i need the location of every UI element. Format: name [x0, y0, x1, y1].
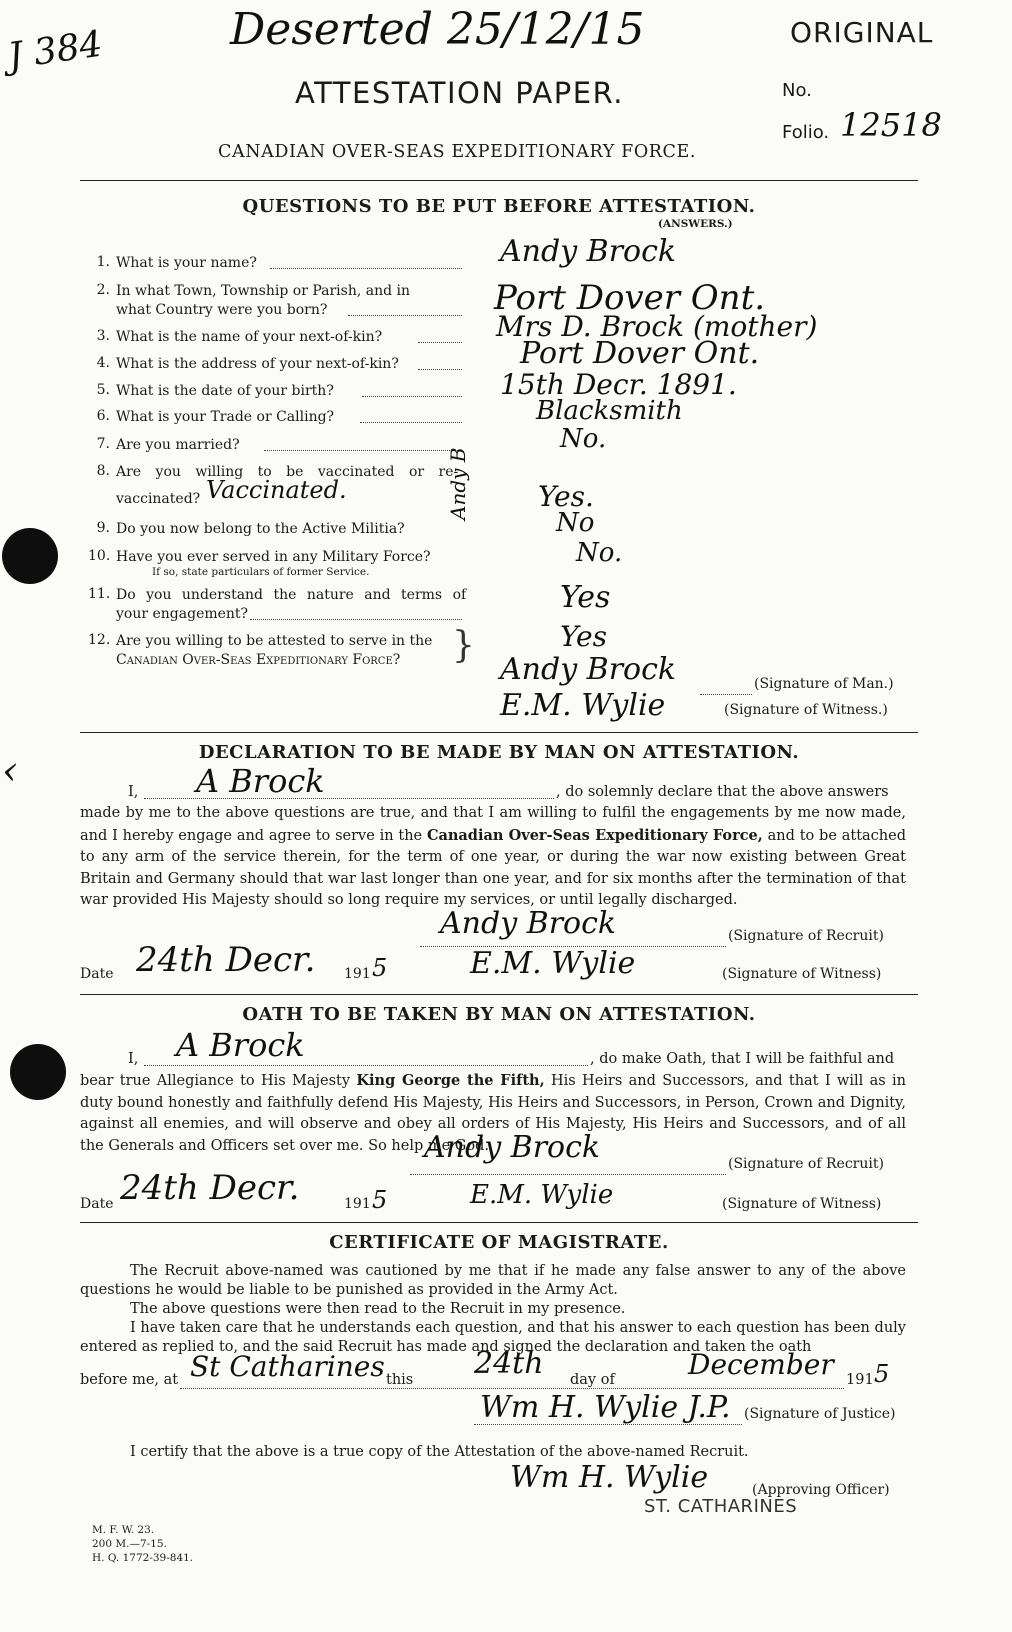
declaration-signature-recruit: Andy Brock — [440, 906, 617, 941]
oath-date-label: Date — [80, 1196, 114, 1212]
folio-value: 12518 — [840, 106, 942, 144]
oath-text: bear true Allegiance to His Majesty King George the Fifth, His Heirs and Successors, and that I will as in duty bound honestly and faithfully defend His Majesty, His Heirs and Successors, in Person, Crown and Dignity, against all enemies, and will observe and obey all orders of His Majesty, His Heirs and Successors, and of all the Generals and Officers set over me. So help me God. — [80, 1072, 906, 1154]
answer-willing: Yes — [560, 620, 607, 653]
question-text: What is the date of your birth? — [116, 383, 334, 399]
question-text: Are you willing to be vaccinated or re- — [116, 464, 459, 480]
this-label: this — [386, 1372, 414, 1388]
oath-recruit-label: (Signature of Recruit) — [728, 1156, 884, 1172]
question-note: If so, state particulars of former Service. — [152, 566, 370, 578]
question-number: 2. — [96, 282, 110, 298]
signature-justice: Wm H. Wylie J.P. — [480, 1390, 731, 1425]
header-divider — [80, 180, 918, 181]
declaration-recruit-label: (Signature of Recruit) — [728, 928, 884, 944]
section-divider — [80, 1222, 918, 1223]
question-text: Do you understand the nature and terms of — [116, 587, 467, 603]
question-number: 5. — [96, 382, 110, 398]
declaration-year-digit: 5 — [372, 954, 388, 982]
signature-leader — [410, 1174, 726, 1175]
declaration-date-label: Date — [80, 966, 114, 982]
margin-mark: ‹ — [2, 748, 18, 794]
day-of-label: day of — [570, 1372, 615, 1388]
question-number: 4. — [96, 355, 110, 371]
form-code-2: 200 M.—7-15. — [92, 1538, 167, 1550]
declaration-name-line — [144, 798, 554, 799]
approving-officer-label: (Approving Officer) — [752, 1482, 890, 1498]
question-leader — [360, 422, 462, 423]
magistrate-place: St Catharines — [190, 1350, 385, 1383]
question-number: 6. — [96, 408, 110, 424]
form-code-3: H. Q. 1772-39-841. — [92, 1552, 194, 1564]
questions-heading: QUESTIONS TO BE PUT BEFORE ATTESTATION. — [242, 196, 756, 217]
magistrate-para-1: The Recruit above-named was cautioned by me that if he made any false answer to any of the above questions he would be liable to be punished as provided in the Army Act. — [80, 1263, 906, 1298]
oath-date: 24th Decr. — [120, 1168, 300, 1208]
signature-witness: E.M. Wylie — [500, 688, 666, 723]
magistrate-line — [180, 1388, 844, 1389]
no-label: No. — [782, 80, 812, 101]
signature-approving-officer: Wm H. Wylie — [510, 1460, 709, 1495]
answer-military-service: No. — [576, 538, 623, 568]
question-text-cont: what Country were you born? — [116, 302, 328, 318]
question-number: 3. — [96, 328, 110, 344]
question-number: 9. — [96, 520, 110, 536]
declaration-signature-witness: E.M. Wylie — [470, 946, 636, 981]
magistrate-para-2: The above questions were then read to the Recruit in my presence. — [130, 1301, 626, 1317]
oath-signature-witness: E.M. Wylie — [470, 1180, 614, 1210]
answer-understand: Yes — [560, 580, 611, 615]
magistrate-year-prefix: 191 — [846, 1372, 874, 1388]
question-number: 1. — [96, 254, 110, 270]
margin-initials: Andy B — [446, 447, 470, 520]
answer-vaccinated: Yes. — [538, 480, 594, 513]
oath-name-line — [144, 1065, 588, 1066]
declaration-heading: DECLARATION TO BE MADE BY MAN ON ATTESTATION. — [198, 742, 800, 763]
question-leader — [270, 268, 462, 269]
handwritten-file-number: J 384 — [5, 23, 105, 78]
original-label: ORIGINAL — [790, 16, 934, 49]
answer-name: Andy Brock — [500, 234, 677, 269]
question-leader — [362, 396, 462, 397]
question-text: What is your Trade or Calling? — [116, 409, 335, 425]
handwritten-deserted-note: Deserted 25/12/15 — [230, 4, 645, 55]
folio-label: Folio. — [782, 122, 830, 143]
declaration-text: made by me to the above questions are true, and that I am willing to fulfil the engagements by me now made, and I hereby engage and agree to serve in the Canadian Over-Seas Expeditionary Force, and to be attached to any arm of the service therein, for the term of one year, or during the war now existing between Great Britain and Germany should that war last longer than one year, and for six months after the termination of that war provided His Majesty should so long require my services, or until legally discharged. — [80, 805, 906, 908]
question-leader — [348, 315, 462, 316]
question-text: Are you willing to be attested to serve in the — [116, 633, 433, 649]
question-number: 11. — [88, 586, 111, 602]
question-number: 10. — [88, 548, 111, 564]
signature-witness-label: (Signature of Witness.) — [724, 702, 888, 718]
declaration-name: A Brock — [196, 762, 325, 800]
oath-signature-recruit: Andy Brock — [424, 1130, 601, 1165]
oath-name: A Brock — [176, 1026, 305, 1064]
oath-heading: OATH TO BE TAKEN BY MAN ON ATTESTATION. — [242, 1004, 756, 1025]
magistrate-year-digit: 5 — [874, 1360, 890, 1388]
binder-hole-top — [2, 528, 58, 584]
question-text-cont: vaccinated? — [116, 491, 201, 507]
question-text: Do you now belong to the Active Militia? — [116, 521, 405, 537]
oath-i: I, — [128, 1051, 139, 1067]
declaration-date: 24th Decr. — [136, 940, 316, 980]
oath-witness-label: (Signature of Witness) — [722, 1196, 882, 1212]
signature-man-label: (Signature of Man.) — [754, 676, 894, 692]
question-text-cont: Canadian Over-Seas Expeditionary Force? — [116, 652, 401, 668]
declaration-year-prefix: 191 — [344, 966, 371, 982]
oath-first-line: , do make Oath, that I will be faithful and — [590, 1051, 895, 1067]
signature-leader — [474, 1424, 742, 1425]
answer-birthplace: Port Dover Ont. — [494, 278, 766, 318]
question-leader — [418, 369, 462, 370]
answer-militia: No — [556, 508, 595, 538]
question-number: 8. — [96, 463, 110, 479]
magistrate-day: 24th — [474, 1346, 544, 1381]
st-catharines-stamp: ST. CATHARINES — [644, 1496, 798, 1517]
oath-year-digit: 5 — [372, 1186, 388, 1214]
page-subtitle: CANADIAN OVER-SEAS EXPEDITIONARY FORCE. — [218, 142, 697, 162]
question-text: Are you married? — [116, 437, 240, 453]
oath-year-prefix: 191 — [344, 1196, 371, 1212]
question-leader — [418, 342, 462, 343]
section-divider — [80, 732, 918, 733]
before-me-label: before me, at — [80, 1372, 179, 1388]
binder-hole-bottom — [10, 1044, 66, 1100]
question-text: What is the address of your next-of-kin? — [116, 356, 399, 372]
question-brace: } — [452, 625, 475, 666]
answer-birth-date: 15th Decr. 1891. — [500, 368, 737, 401]
answer-kin-address: Port Dover Ont. — [520, 336, 760, 371]
answer-married: No. — [560, 424, 607, 454]
page-title: ATTESTATION PAPER. — [295, 76, 624, 110]
question-text: In what Town, Township or Parish, and in — [116, 283, 411, 299]
magistrate-para-3: I have taken care that he understands each question, and that his answer to each question has been duly entered as replied to, and the said Recruit has made and signed the declaration and taken the oath — [80, 1320, 906, 1355]
certify-text: I certify that the above is a true copy of the Attestation of the above-named Recruit. — [130, 1444, 749, 1460]
question-text: What is the name of your next-of-kin? — [116, 329, 383, 345]
declaration-i: I, — [128, 784, 139, 800]
signature-justice-label: (Signature of Justice) — [744, 1406, 896, 1422]
signature-man: Andy Brock — [500, 652, 677, 687]
question-number: 12. — [88, 632, 111, 648]
signature-leader — [700, 694, 752, 695]
form-code-1: M. F. W. 23. — [92, 1524, 155, 1536]
declaration-witness-label: (Signature of Witness) — [722, 966, 882, 982]
question-text-cont: your engagement? — [116, 606, 249, 622]
magistrate-month: December — [688, 1348, 834, 1381]
question-leader — [250, 619, 462, 620]
declaration-first-line: , do solemnly declare that the above answers — [556, 784, 889, 800]
answer-trade: Blacksmith — [536, 396, 683, 426]
section-divider — [80, 994, 918, 995]
margin-note-vaccinated: Vaccinated. — [206, 476, 347, 504]
question-number: 7. — [96, 436, 110, 452]
question-text: What is your name? — [116, 255, 257, 271]
question-text: Have you ever served in any Military Force? — [116, 549, 431, 565]
answer-next-of-kin: Mrs D. Brock (mother) — [496, 310, 818, 343]
answers-label: (ANSWERS.) — [658, 218, 733, 230]
magistrate-heading: CERTIFICATE OF MAGISTRATE. — [329, 1232, 669, 1253]
question-leader — [264, 450, 462, 451]
